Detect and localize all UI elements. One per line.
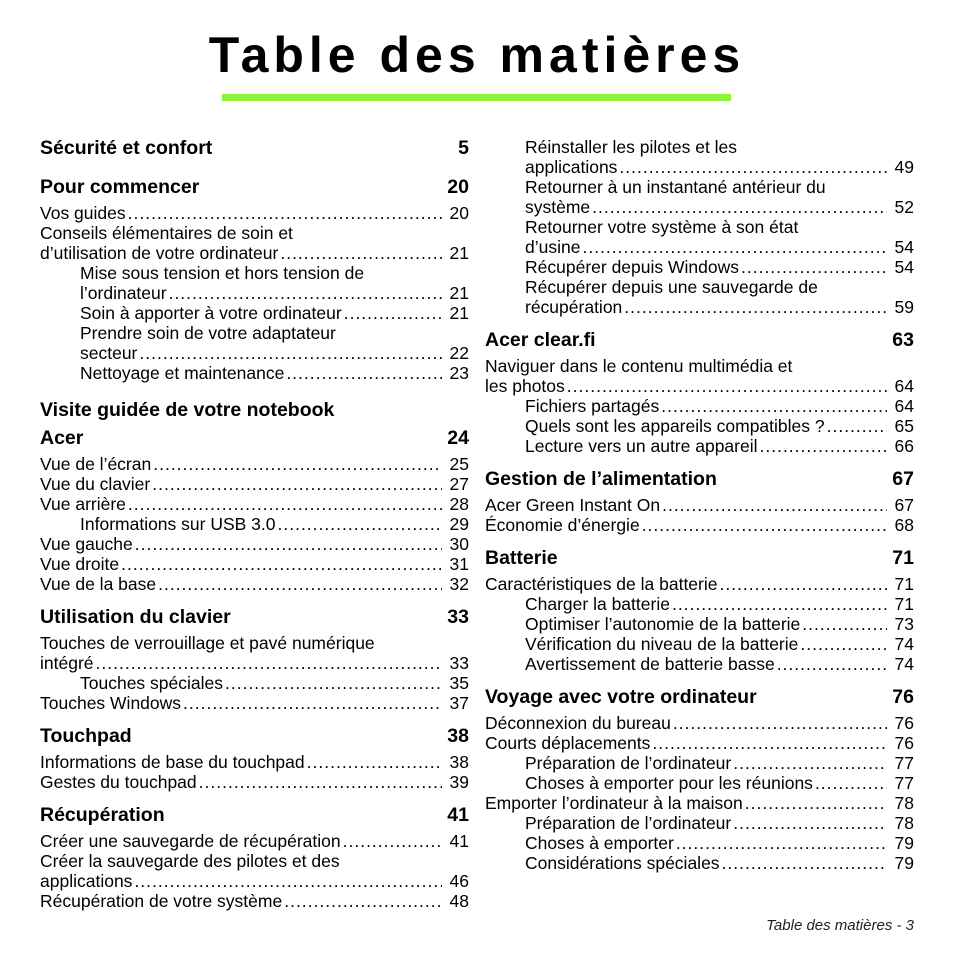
- toc-entry-text: Vue de la base: [40, 574, 157, 594]
- toc-entry[interactable]: [40, 891, 469, 911]
- toc-entry-row: [525, 157, 914, 177]
- toc-entry-text: système: [525, 197, 591, 217]
- toc-section-page: 41: [447, 804, 469, 826]
- toc-entry[interactable]: [485, 853, 914, 873]
- toc-entry[interactable]: [485, 634, 914, 654]
- toc-section[interactable]: [40, 399, 469, 450]
- toc-entry-text: l’ordinateur: [80, 283, 167, 303]
- toc-section-title-line: Visite guidée de votre notebook: [40, 399, 335, 421]
- toc-entry-page: 30: [449, 534, 469, 554]
- toc-entry-row: [525, 396, 914, 416]
- toc-entry-row: [525, 753, 914, 773]
- toc-entry-page: 68: [894, 515, 914, 535]
- dot-leader: [582, 237, 887, 257]
- toc-section-title-row[interactable]: [40, 427, 469, 450]
- toc-entry[interactable]: [485, 137, 914, 177]
- toc-entry-page: 77: [894, 773, 914, 793]
- toc-entry-row: [80, 303, 469, 323]
- toc-entry-page: 65: [894, 416, 914, 436]
- toc-entry-page: 48: [449, 891, 469, 911]
- toc-section-page: 38: [447, 725, 469, 747]
- toc-entry[interactable]: [485, 257, 914, 277]
- toc-entry-row: [525, 634, 914, 654]
- toc-entry-text: Créer une sauvegarde de récupération: [40, 831, 341, 851]
- toc-entry-page: 41: [449, 831, 469, 851]
- toc-entry-page: 28: [449, 494, 469, 514]
- toc-entry-text: Mise sous tension et hors tension de: [80, 263, 365, 283]
- dot-leader: [662, 495, 887, 515]
- toc-entry-text: Vérification du niveau de la batterie: [525, 634, 799, 654]
- dot-leader: [619, 157, 887, 177]
- toc-entry-row: [525, 773, 914, 793]
- toc-entry-text: Récupération de votre système: [40, 891, 283, 911]
- toc-entry[interactable]: [40, 633, 469, 673]
- toc-entry-page: 71: [894, 594, 914, 614]
- toc-entry[interactable]: [40, 474, 469, 494]
- toc-entry[interactable]: [40, 514, 469, 534]
- toc-entry-page: 52: [894, 197, 914, 217]
- dot-leader: [745, 793, 887, 813]
- dot-leader: [134, 871, 442, 891]
- toc-entry-page: 33: [449, 653, 469, 673]
- toc-entry[interactable]: [485, 436, 914, 456]
- dot-leader: [800, 634, 887, 654]
- dot-leader: [96, 653, 442, 673]
- toc-section-page: 24: [447, 427, 469, 449]
- toc-entry[interactable]: [485, 833, 914, 853]
- toc-entry-text: Quels sont les appareils compatibles ?: [525, 416, 825, 436]
- toc-entry-row: [80, 343, 469, 363]
- dot-leader: [719, 574, 887, 594]
- dot-leader: [815, 773, 887, 793]
- toc-entry-row: [40, 871, 469, 891]
- toc-entry-row: [485, 713, 914, 733]
- toc-entry-text: les photos: [485, 376, 565, 396]
- dot-leader: [733, 753, 887, 773]
- toc-entry-text: Soin à apporter à votre ordinateur: [80, 303, 342, 323]
- toc-section[interactable]: [40, 176, 469, 199]
- dot-leader: [652, 733, 887, 753]
- dot-leader: [733, 813, 887, 833]
- toc-entry-row: [40, 891, 469, 911]
- toc-entry[interactable]: [485, 614, 914, 634]
- dot-leader: [672, 594, 887, 614]
- toc-entry-row: [525, 833, 914, 853]
- toc-entry-page: 71: [894, 574, 914, 594]
- dot-leader: [280, 243, 442, 263]
- toc-section-page: 67: [892, 468, 914, 490]
- dot-leader: [343, 831, 442, 851]
- toc-entry[interactable]: [40, 263, 469, 303]
- toc-section-page: 20: [447, 176, 469, 198]
- toc-entry-text: d’usine: [525, 237, 581, 257]
- toc-entry-text: Acer Green Instant On: [485, 495, 661, 515]
- toc-section-title: Batterie: [485, 547, 558, 569]
- toc-section[interactable]: [40, 606, 469, 629]
- toc-entry-text: applications: [525, 157, 618, 177]
- toc-entry[interactable]: [40, 454, 469, 474]
- toc-entry-row: [485, 733, 914, 753]
- toc-entry-page: 74: [894, 654, 914, 674]
- toc-entry-text: Informations sur USB 3.0: [80, 514, 276, 534]
- toc-entry[interactable]: [485, 594, 914, 614]
- toc-section[interactable]: [40, 725, 469, 748]
- toc-entry-page: 54: [894, 237, 914, 257]
- toc-entry-row: [485, 515, 914, 535]
- toc-entry-page: 27: [449, 474, 469, 494]
- toc-section-page: 5: [458, 137, 469, 159]
- toc-entry-text: Économie d’énergie: [485, 515, 640, 535]
- toc-entry[interactable]: [40, 772, 469, 792]
- toc-section[interactable]: [40, 804, 469, 827]
- toc-entry-text: Optimiser l’autonomie de la batterie: [525, 614, 801, 634]
- toc-entry-row: [485, 574, 914, 594]
- dot-leader: [567, 376, 887, 396]
- toc-entry-text: Nettoyage et maintenance: [80, 363, 285, 383]
- toc-entry-text: secteur: [80, 343, 138, 363]
- toc-entry[interactable]: [40, 554, 469, 574]
- dot-leader: [642, 515, 887, 535]
- toc-section-title: Touchpad: [40, 725, 132, 747]
- toc-entry[interactable]: [485, 813, 914, 833]
- toc-entry-page: 67: [894, 495, 914, 515]
- toc-entry-text: récupération: [525, 297, 623, 317]
- toc-entry-page: 32: [449, 574, 469, 594]
- toc-entry-page: 39: [449, 772, 469, 792]
- toc-entry[interactable]: [40, 303, 469, 323]
- toc-entry-row: [525, 813, 914, 833]
- toc-section-page: 33: [447, 606, 469, 628]
- toc-entry-text: Courts déplacements: [485, 733, 651, 753]
- toc-entry[interactable]: [485, 713, 914, 733]
- toc-entry-row: [40, 574, 469, 594]
- toc-entry-page: 49: [894, 157, 914, 177]
- toc-entry-text: Vue arrière: [40, 494, 126, 514]
- dot-leader: [741, 257, 887, 277]
- toc-entry-row: [525, 297, 914, 317]
- toc-entry[interactable]: [485, 773, 914, 793]
- toc-entry-text: Choses à emporter pour les réunions: [525, 773, 813, 793]
- toc-entry-page: 74: [894, 634, 914, 654]
- toc-entry-row: [525, 197, 914, 217]
- toc-entry[interactable]: [485, 177, 914, 217]
- dot-leader: [592, 197, 887, 217]
- toc-entry-text: Charger la batterie: [525, 594, 670, 614]
- toc-entry-row: [525, 853, 914, 873]
- toc-section[interactable]: [485, 686, 914, 709]
- toc-entry-text: Avertissement de batterie basse: [525, 654, 775, 674]
- toc-entry-row: [80, 363, 469, 383]
- toc-entry-row: [525, 237, 914, 257]
- toc-entry[interactable]: [485, 277, 914, 317]
- toc-entry-row: [40, 454, 469, 474]
- toc-section-title: Utilisation du clavier: [40, 606, 231, 628]
- toc-entry-text: Vue droite: [40, 554, 120, 574]
- toc-entry-text: intégré: [40, 653, 94, 673]
- toc-entry-row: [80, 283, 469, 303]
- toc-entry[interactable]: [485, 574, 914, 594]
- toc-entry[interactable]: [40, 223, 469, 263]
- toc-section[interactable]: [485, 329, 914, 352]
- toc-entry[interactable]: [485, 396, 914, 416]
- toc-entry[interactable]: [485, 356, 914, 396]
- toc-section[interactable]: [485, 547, 914, 570]
- toc-entry-text: Emporter l’ordinateur à la maison: [485, 793, 743, 813]
- dot-leader: [225, 673, 442, 693]
- toc-left-column: [40, 137, 469, 911]
- toc-entry-text: Vos guides: [40, 203, 126, 223]
- dot-leader: [284, 891, 442, 911]
- toc-entry[interactable]: [40, 534, 469, 554]
- toc-entry-page: 20: [449, 203, 469, 223]
- dot-leader: [307, 752, 442, 772]
- toc-entry-text: Considérations spéciales: [525, 853, 720, 873]
- toc-entry-row: [40, 653, 469, 673]
- toc-entry-page: 31: [449, 554, 469, 574]
- toc-entry-page: 77: [894, 753, 914, 773]
- toc-entry-text: Préparation de l’ordinateur: [525, 753, 732, 773]
- dot-leader: [286, 363, 442, 383]
- toc-entry-page: 66: [894, 436, 914, 456]
- toc-entry[interactable]: [40, 851, 469, 891]
- toc-section-page: 63: [892, 329, 914, 351]
- dot-leader: [722, 853, 887, 873]
- toc-entry[interactable]: [40, 203, 469, 223]
- dot-leader: [199, 772, 442, 792]
- toc-entry-text: Retourner à un instantané antérieur du: [525, 177, 826, 197]
- toc-entry[interactable]: [40, 752, 469, 772]
- toc-entry-row: [40, 554, 469, 574]
- toc-entry-text: Touches Windows: [40, 693, 182, 713]
- toc-entry-page: 23: [449, 363, 469, 383]
- toc-entry-row: [525, 654, 914, 674]
- toc-entry-text: Caractéristiques de la batterie: [485, 574, 718, 594]
- toc-entry-row: [525, 416, 914, 436]
- toc-entry-page: 21: [449, 283, 469, 303]
- dot-leader: [152, 474, 442, 494]
- toc-entry-page: 73: [894, 614, 914, 634]
- toc-section-page: 76: [892, 686, 914, 708]
- toc-entry[interactable]: [485, 515, 914, 535]
- toc-entry[interactable]: [40, 363, 469, 383]
- toc-entry-text: Conseils élémentaires de soin et: [40, 223, 293, 243]
- toc-entry-text: Réinstaller les pilotes et les: [525, 137, 738, 157]
- toc-entry-page: 54: [894, 257, 914, 277]
- dot-leader: [135, 534, 442, 554]
- toc-entry-page: 59: [894, 297, 914, 317]
- toc-entry-page: 35: [449, 673, 469, 693]
- toc-entry-page: 29: [449, 514, 469, 534]
- dot-leader: [121, 554, 442, 574]
- toc-entry-row: [40, 693, 469, 713]
- toc-section-title: Acer clear.fi: [485, 329, 596, 351]
- toc-entry-text: Préparation de l’ordinateur: [525, 813, 732, 833]
- toc-section[interactable]: [485, 468, 914, 491]
- toc-entry-text: Touches spéciales: [80, 673, 223, 693]
- dot-leader: [802, 614, 887, 634]
- toc-section-title: Récupération: [40, 804, 165, 826]
- dot-leader: [153, 454, 442, 474]
- toc-entry-text: Touches de verrouillage et pavé numérique: [40, 633, 375, 653]
- toc-entry-text: Naviguer dans le contenu multimédia et: [485, 356, 793, 376]
- dot-leader: [777, 654, 887, 674]
- toc-entry[interactable]: [485, 217, 914, 257]
- toc-entry-page: 76: [894, 713, 914, 733]
- toc-entry-text: Récupérer depuis Windows: [525, 257, 739, 277]
- toc-entry-row: [80, 673, 469, 693]
- page-footer: Table des matières - 3: [766, 917, 914, 934]
- dot-leader: [344, 303, 442, 323]
- toc-entry-row: [40, 474, 469, 494]
- page-title: Table des matières: [208, 27, 746, 83]
- toc-entry[interactable]: [40, 673, 469, 693]
- toc-entry[interactable]: [40, 494, 469, 514]
- dot-leader: [661, 396, 887, 416]
- toc-entry-row: [40, 534, 469, 554]
- toc-entry-text: Informations de base du touchpad: [40, 752, 305, 772]
- toc-entry[interactable]: [485, 753, 914, 773]
- toc-entry-text: Retourner votre système à son état: [525, 217, 799, 237]
- toc-entry-row: [485, 793, 914, 813]
- toc-entry-page: 38: [449, 752, 469, 772]
- toc-entry-text: Choses à emporter: [525, 833, 674, 853]
- toc-entry[interactable]: [485, 495, 914, 515]
- toc-entry-row: [485, 495, 914, 515]
- toc-entry-text: Récupérer depuis une sauvegarde de: [525, 277, 818, 297]
- title-underline: [222, 94, 731, 101]
- dot-leader: [169, 283, 442, 303]
- dot-leader: [128, 203, 442, 223]
- toc-entry-page: 64: [894, 396, 914, 416]
- toc-section-title: Voyage avec votre ordinateur: [485, 686, 757, 708]
- toc-entry-row: [80, 514, 469, 534]
- toc-entry-text: Gestes du touchpad: [40, 772, 197, 792]
- toc-entry-row: [40, 772, 469, 792]
- toc-entry-page: 46: [449, 871, 469, 891]
- toc-entry[interactable]: [485, 416, 914, 436]
- toc-entry-page: 76: [894, 733, 914, 753]
- toc-entry-row: [40, 752, 469, 772]
- toc-right-column: [485, 137, 914, 873]
- toc-entry-text: Fichiers partagés: [525, 396, 660, 416]
- toc-entry-row: [525, 257, 914, 277]
- toc-entry-row: [40, 494, 469, 514]
- toc-section-page: 71: [892, 547, 914, 569]
- toc-entry-page: 79: [894, 853, 914, 873]
- dot-leader: [624, 297, 887, 317]
- toc-entry-text: Vue gauche: [40, 534, 133, 554]
- toc-section-title: Pour commencer: [40, 176, 200, 198]
- dot-leader: [139, 343, 442, 363]
- toc-entry[interactable]: [485, 793, 914, 813]
- dot-leader: [278, 514, 443, 534]
- toc-entry-text: Déconnexion du bureau: [485, 713, 671, 733]
- dot-leader: [158, 574, 442, 594]
- toc-section-title: Sécurité et confort: [40, 137, 213, 159]
- dot-leader: [673, 713, 887, 733]
- dot-leader: [183, 693, 442, 713]
- toc-entry-text: Créer la sauvegarde des pilotes et des: [40, 851, 340, 871]
- toc-entry-row: [485, 376, 914, 396]
- toc-entry-row: [525, 594, 914, 614]
- toc-entry-text: Vue du clavier: [40, 474, 151, 494]
- toc-entry-text: Vue de l’écran: [40, 454, 152, 474]
- toc-entry[interactable]: [40, 693, 469, 713]
- toc-entry-page: 25: [449, 454, 469, 474]
- toc-entry-text: applications: [40, 871, 133, 891]
- toc-entry-page: 21: [449, 303, 469, 323]
- toc-entry-row: [40, 243, 469, 263]
- toc-entry[interactable]: [40, 831, 469, 851]
- toc-entry[interactable]: [485, 654, 914, 674]
- dot-leader: [827, 416, 887, 436]
- toc-entry-page: 79: [894, 833, 914, 853]
- toc-entry-row: [525, 614, 914, 634]
- toc-entry-page: 37: [449, 693, 469, 713]
- toc-entry[interactable]: [40, 574, 469, 594]
- toc-entry-page: 64: [894, 376, 914, 396]
- toc-entry[interactable]: [485, 733, 914, 753]
- toc-entry-text: Prendre soin de votre adaptateur: [80, 323, 336, 343]
- toc-entry-page: 78: [894, 793, 914, 813]
- toc-section-title: Acer: [40, 427, 84, 449]
- toc-entry-text: Lecture vers un autre appareil: [525, 436, 758, 456]
- toc-entry-row: [40, 831, 469, 851]
- toc-section-title: Gestion de l’alimentation: [485, 468, 717, 490]
- toc-entry-page: 22: [449, 343, 469, 363]
- dot-leader: [760, 436, 888, 456]
- toc-entry-text: d’utilisation de votre ordinateur: [40, 243, 279, 263]
- dot-leader: [128, 494, 442, 514]
- toc-section[interactable]: [40, 137, 469, 160]
- toc-entry-page: 78: [894, 813, 914, 833]
- toc-entry-page: 21: [449, 243, 469, 263]
- toc-entry-row: [40, 203, 469, 223]
- toc-entry-row: [525, 436, 914, 456]
- dot-leader: [676, 833, 887, 853]
- toc-entry[interactable]: [40, 323, 469, 363]
